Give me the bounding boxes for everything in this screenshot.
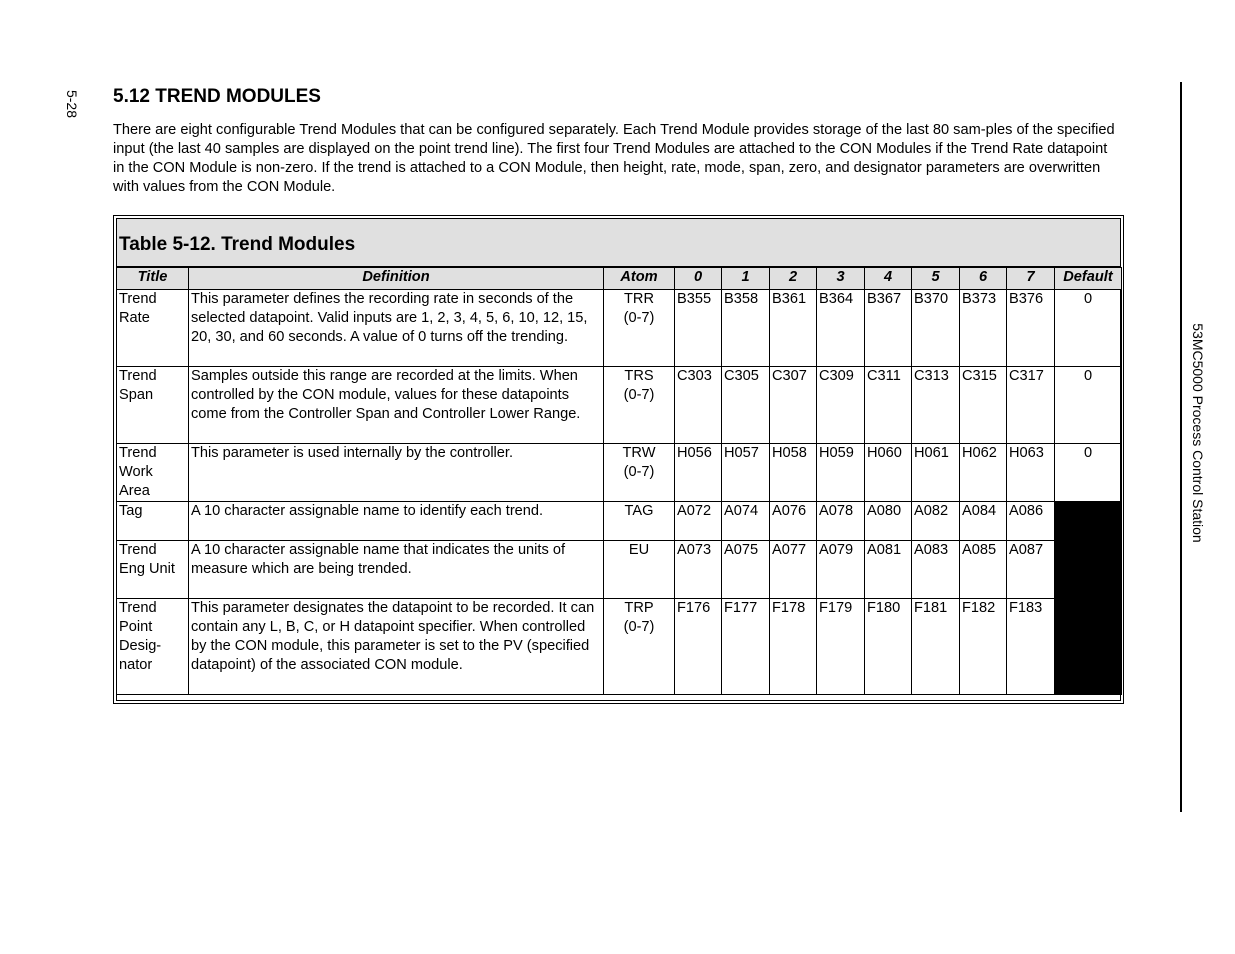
module-datapoint: F183: [1007, 599, 1055, 695]
module-datapoint: B361: [770, 290, 817, 367]
col-header: 7: [1007, 268, 1055, 290]
module-datapoint: A076: [770, 502, 817, 541]
row-title: Trend Rate: [117, 290, 189, 367]
module-datapoint: A087: [1007, 541, 1055, 599]
col-header: Title: [117, 268, 189, 290]
row-atom: [604, 541, 675, 599]
atom-code: TRP: [624, 600, 654, 616]
module-datapoint: C307: [770, 367, 817, 444]
col-header: 0: [675, 268, 722, 290]
col-header: 6: [960, 268, 1007, 290]
module-datapoint: H062: [960, 444, 1007, 502]
module-datapoint: A080: [865, 502, 912, 541]
table-caption: Table 5-12. Trend Modules: [117, 219, 1120, 267]
table-row: [117, 502, 1122, 541]
col-header: Atom: [604, 268, 675, 290]
row-title: Trend Eng Unit: [117, 541, 189, 599]
row-title: Trend Span: [117, 367, 189, 444]
row-atom: [604, 290, 675, 367]
module-datapoint: A078: [817, 502, 865, 541]
intro-paragraph: There are eight configurable Trend Modules that can be configured separately. Each Trend Module provides storage of the last 80 sam-ples of the specified input (the last 40 samples are displayed on the point trend line). The first four Trend Modules are attached to the CON Modules if the Trend Rate datapoint in the CON Module is non-zero. If the trend is attached to a CON Module, then height, rate, mode, span, zero, and designator parameters are overwritten with values from the CON Module.: [113, 122, 1115, 195]
table-row: [117, 541, 1122, 599]
module-datapoint: H058: [770, 444, 817, 502]
module-datapoint: A073: [675, 541, 722, 599]
table-row: [117, 290, 1122, 367]
module-datapoint: A072: [675, 502, 722, 541]
row-default: 0: [1055, 444, 1122, 502]
table-row: [117, 367, 1122, 444]
atom-code: TRR: [624, 291, 654, 307]
atom-code: TAG: [624, 503, 654, 519]
module-datapoint: H059: [817, 444, 865, 502]
row-atom: [604, 599, 675, 695]
module-datapoint: B367: [865, 290, 912, 367]
running-title: 53MC5000 Process Control Station: [1190, 323, 1206, 543]
row-title: Trend Work Area: [117, 444, 189, 502]
module-datapoint: B358: [722, 290, 770, 367]
default-blocked-cell: [1055, 502, 1122, 695]
side-rule: [1180, 82, 1182, 812]
trend-modules-table: [113, 215, 1124, 704]
module-datapoint: C311: [865, 367, 912, 444]
row-title: Trend Point Desig-nator: [117, 599, 189, 695]
module-datapoint: A074: [722, 502, 770, 541]
module-datapoint: F178: [770, 599, 817, 695]
module-datapoint: H060: [865, 444, 912, 502]
atom-code: TRS: [624, 368, 654, 384]
module-datapoint: C309: [817, 367, 865, 444]
module-datapoint: A085: [960, 541, 1007, 599]
module-datapoint: C313: [912, 367, 960, 444]
module-datapoint: B355: [675, 290, 722, 367]
col-header: 2: [770, 268, 817, 290]
module-datapoint: A083: [912, 541, 960, 599]
row-title: Tag: [117, 502, 189, 541]
row-definition: This parameter is used internally by the controller.: [189, 444, 604, 502]
header-row: [117, 268, 1122, 290]
col-header: 4: [865, 268, 912, 290]
module-datapoint: C315: [960, 367, 1007, 444]
row-atom: [604, 367, 675, 444]
row-definition: A 10 character assignable name to identify each trend.: [189, 502, 604, 541]
atom-range: (0-7): [623, 310, 655, 326]
module-datapoint: A081: [865, 541, 912, 599]
atom-range: (0-7): [623, 464, 655, 480]
row-default: 0: [1055, 367, 1122, 444]
module-datapoint: A077: [770, 541, 817, 599]
atom-range: (0-7): [623, 619, 655, 635]
section-title: 5.12 TREND MODULES: [113, 86, 321, 107]
module-datapoint: C303: [675, 367, 722, 444]
module-datapoint: F179: [817, 599, 865, 695]
module-datapoint: F181: [912, 599, 960, 695]
module-datapoint: F182: [960, 599, 1007, 695]
module-datapoint: B376: [1007, 290, 1055, 367]
atom-range: (0-7): [623, 387, 655, 403]
module-datapoint: H057: [722, 444, 770, 502]
row-default: 0: [1055, 290, 1122, 367]
module-datapoint: B364: [817, 290, 865, 367]
module-datapoint: F176: [675, 599, 722, 695]
module-datapoint: B373: [960, 290, 1007, 367]
col-header: 5: [912, 268, 960, 290]
atom-code: TRW: [622, 445, 656, 461]
module-datapoint: A079: [817, 541, 865, 599]
module-datapoint: A086: [1007, 502, 1055, 541]
row-atom: [604, 444, 675, 502]
col-header: Default: [1055, 268, 1122, 290]
module-datapoint: A075: [722, 541, 770, 599]
table-row: [117, 599, 1122, 695]
module-datapoint: H063: [1007, 444, 1055, 502]
module-datapoint: H061: [912, 444, 960, 502]
row-definition: Samples outside this range are recorded at the limits. When controlled by the CON module, values for these datapoints come from the Controller Span and Controller Lower Range.: [189, 367, 604, 444]
module-datapoint: A084: [960, 502, 1007, 541]
module-datapoint: C317: [1007, 367, 1055, 444]
module-datapoint: A082: [912, 502, 960, 541]
row-definition: A 10 character assignable name that indicates the units of measure which are being trended.: [189, 541, 604, 599]
module-datapoint: C305: [722, 367, 770, 444]
atom-code: EU: [628, 542, 650, 558]
row-definition: This parameter defines the recording rate in seconds of the selected datapoint. Valid inputs are 1, 2, 3, 4, 5, 6, 10, 12, 15, 20, 30, and 60 seconds. A value of 0 turns off the trending.: [189, 290, 604, 367]
col-header: Definition: [189, 268, 604, 290]
module-datapoint: H056: [675, 444, 722, 502]
module-datapoint: F180: [865, 599, 912, 695]
module-datapoint: F177: [722, 599, 770, 695]
col-header: 3: [817, 268, 865, 290]
row-definition: This parameter designates the datapoint to be recorded. It can contain any L, B, C, or H datapoint specifier. When controlled by the CON module, this parameter is set to the PV (specified datapoint) of the associated CON module.: [189, 599, 604, 695]
col-header: 1: [722, 268, 770, 290]
table-body: [116, 267, 1122, 695]
module-datapoint: B370: [912, 290, 960, 367]
page-number: 5-28: [64, 89, 81, 119]
table-row: [117, 444, 1122, 502]
row-atom: [604, 502, 675, 541]
